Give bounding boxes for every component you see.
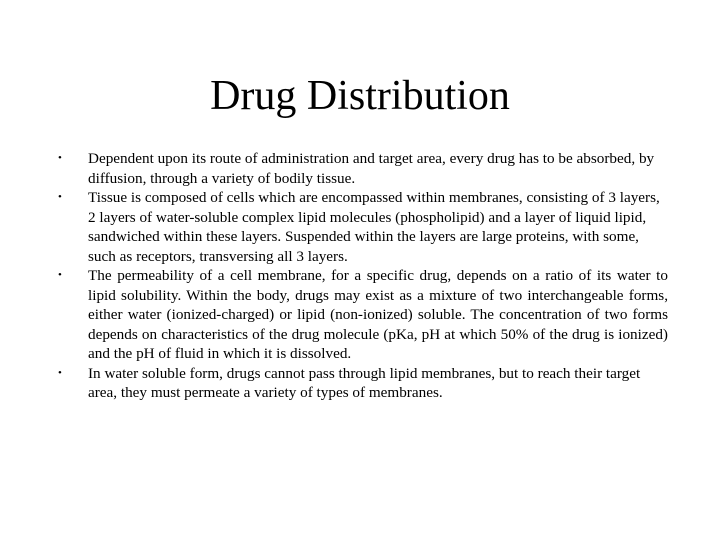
bullet-item: [58, 188, 668, 266]
bullet-icon: •: [58, 191, 62, 203]
bullet-text: Dependent upon its route of administration and target area, every drug has to be absorbed, by diffusion, through a variety of bodily tissue.: [88, 150, 655, 187]
bullet-icon: •: [58, 152, 62, 164]
bullet-icon: •: [58, 366, 62, 379]
bullet-text: Tissue is composed of cells which are encompassed within membranes, consisting of 3 layers, 2 layers of water-soluble complex lipid molecules (phospholipid) and a layer of liquid lipid, sandwiched within these layers. Suspended within the layers are large proteins, with some, such as receptors, transversing all 3 layers.: [88, 189, 660, 265]
bullet-item: [58, 266, 668, 364]
bullet-item: [58, 364, 668, 403]
bullet-text: In water soluble form, drugs cannot pass through lipid membranes, but to reach their target area, they must permeate a variety of types of membranes.: [88, 364, 641, 401]
bullet-icon: •: [58, 269, 62, 281]
bullet-text: The permeability of a cell membrane, for a specific drug, depends on a ratio of its water to lipid solubility. Within the body, drugs may exist as a mixture of two interchangeable forms, either water (ionized-charged) or lipid (non-ionized) soluble. The concentration of two forms depends on characteristics of the drug molecule (pKa, pH at which 50% of the drug is ionized) and the pH of fluid in which it is dissolved.: [88, 267, 668, 362]
bullet-item: [58, 149, 668, 188]
slide-title: Drug Distribution: [210, 73, 510, 119]
bullet-list: [58, 149, 668, 403]
